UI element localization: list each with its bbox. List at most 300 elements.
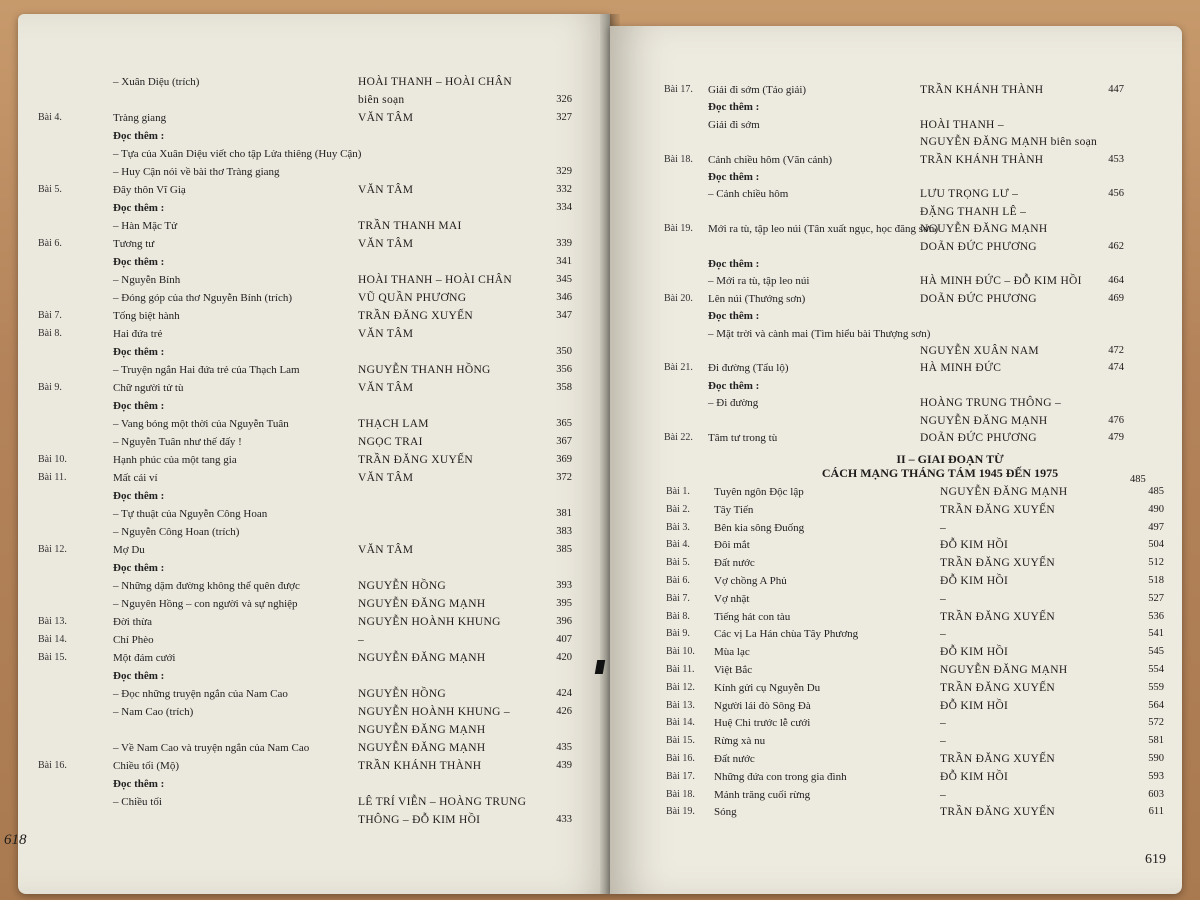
toc-lesson-label: Bài 14.: [38, 634, 67, 645]
toc-title: – Nguyễn Bính: [113, 274, 181, 286]
toc-page-number: 512: [1148, 557, 1164, 569]
toc-author: ĐỖ KIM HỒI: [940, 699, 1009, 712]
toc-title: Đôi mắt: [714, 539, 750, 552]
toc-title: Mất cái ví: [113, 472, 158, 484]
toc-title: – Truyện ngắn Hai đứa trẻ của Thạch Lam: [113, 364, 300, 376]
toc-row: [18, 634, 610, 652]
toc-title: Cảnh chiều hôm (Vãn cảnh): [708, 153, 833, 166]
toc-title: Đọc thêm :: [113, 562, 165, 574]
toc-row: [18, 220, 610, 238]
toc-row: [18, 112, 610, 130]
toc-title: Chiều tối (Mộ): [113, 760, 179, 772]
toc-row: [18, 292, 610, 310]
toc-author: LƯU TRỌNG LƯ –: [920, 188, 1019, 201]
toc-author: HÀ MINH ĐỨC: [920, 362, 1002, 375]
toc-row: [18, 310, 610, 328]
toc-lesson-label: Bài 19.: [666, 806, 695, 818]
toc-row: [610, 753, 1182, 771]
toc-lesson-label: Bài 4.: [666, 539, 690, 551]
toc-author: VĂN TÂM: [358, 184, 414, 196]
toc-lesson-label: Bài 10.: [38, 454, 67, 465]
toc-row: [610, 557, 1182, 575]
toc-title: Rừng xà nu: [714, 735, 766, 748]
toc-row: [610, 380, 1182, 398]
toc-title: Những đứa con trong gia đình: [714, 770, 847, 783]
toc-row: [18, 508, 610, 526]
toc-page-number: 334: [556, 202, 572, 213]
toc-page-number: 345: [556, 274, 572, 285]
toc-title: Một đám cưới: [113, 652, 176, 664]
toc-lesson-label: Bài 19.: [664, 223, 693, 235]
toc-title: Đi đường (Tẩu lộ): [708, 362, 789, 375]
toc-title: – Nguyễn Công Hoan (trích): [113, 526, 240, 538]
toc-row: [610, 593, 1182, 611]
toc-row: [610, 241, 1182, 259]
toc-title: Đọc thêm :: [113, 130, 165, 142]
toc-title: Đọc thêm :: [708, 310, 760, 323]
toc-lesson-label: Bài 13.: [666, 699, 695, 711]
toc-title: Các vị La Hán chùa Tây Phương: [714, 628, 859, 641]
toc-page-number: 447: [1108, 84, 1124, 95]
toc-row: [18, 562, 610, 580]
toc-lesson-label: Bài 9.: [38, 382, 62, 393]
toc-row: [610, 84, 1182, 102]
toc-lesson-label: Bài 1.: [666, 486, 690, 497]
toc-title: Đọc thêm :: [113, 778, 165, 790]
toc-title: – Đóng góp của thơ Nguyễn Bính (trích): [113, 292, 293, 304]
toc-author: NGUYỄN ĐĂNG MẠNH: [358, 652, 486, 664]
toc-page-number: 456: [1108, 188, 1124, 200]
toc-row: [18, 382, 610, 400]
toc-author: NGUYỄN ĐĂNG MẠNH: [358, 724, 486, 736]
toc-author: DOÃN ĐỨC PHƯƠNG: [920, 240, 1037, 253]
toc-row: [18, 346, 610, 364]
toc-page-number: 396: [556, 616, 572, 627]
toc-page-number: 559: [1148, 681, 1164, 693]
toc-page-number: 369: [556, 454, 572, 465]
toc-page-number: 372: [556, 472, 572, 483]
toc-lesson-label: Bài 8.: [38, 328, 62, 339]
toc-page-number: 497: [1148, 521, 1164, 533]
toc-author: HOÀI THANH – HOÀI CHÂN: [358, 274, 512, 286]
toc-lesson-label: Bài 13.: [38, 616, 67, 627]
toc-title: – Vang bóng một thời của Nguyễn Tuân: [113, 418, 289, 430]
toc-row: [18, 544, 610, 562]
toc-row: [610, 206, 1182, 224]
toc-author: HOÀNG TRUNG THÔNG –: [920, 397, 1062, 410]
toc-author: NGUYỄN ĐĂNG MẠNH: [940, 664, 1068, 676]
toc-lesson-label: Bài 9.: [666, 628, 690, 640]
toc-page-number: 536: [1148, 610, 1164, 622]
toc-author: NGUYỄN ĐĂNG MẠNH: [358, 742, 486, 754]
toc-title: – Nguyên Hồng – con người và sự nghiệp: [113, 598, 298, 610]
toc-title: – Đi đường: [708, 397, 759, 410]
toc-row: [610, 258, 1182, 276]
toc-row: [18, 148, 610, 166]
toc-author: NGUYỄN HOÀNH KHUNG –: [358, 706, 510, 718]
left-page-number: 618: [4, 832, 27, 848]
toc-page-number: 490: [1148, 503, 1164, 515]
toc-row: [18, 490, 610, 508]
toc-row: [610, 789, 1182, 807]
toc-title: – Huy Cận nói về bài thơ Tràng giang: [113, 166, 280, 178]
toc-title: Đất nước: [714, 753, 755, 765]
toc-author: –: [940, 735, 947, 748]
toc-title: Mợ Du: [113, 544, 145, 556]
toc-author: TRẦN THANH MAI: [358, 220, 462, 232]
toc-page-number: 541: [1148, 628, 1164, 640]
toc-row: [610, 432, 1182, 450]
toc-row: [18, 472, 610, 490]
toc-page-number: 356: [556, 364, 572, 375]
toc-row: [610, 293, 1182, 311]
toc-title: Sóng: [714, 806, 737, 819]
toc-author: HOÀI THANH – HOÀI CHÂN: [358, 76, 512, 88]
toc-row: [610, 119, 1182, 137]
toc-title: Đọc thêm :: [113, 256, 165, 268]
toc-title: – Tựa của Xuân Diệu viết cho tập Lửa thiêng (Huy Cận): [113, 148, 362, 160]
toc-author: TRẦN KHÁNH THÀNH: [358, 760, 482, 772]
toc-page-number: 545: [1148, 646, 1164, 658]
toc-lesson-label: Bài 2.: [666, 503, 690, 515]
toc-author: TRẦN ĐĂNG XUYẾN: [358, 310, 474, 322]
toc-title: Đọc thêm :: [113, 346, 165, 358]
toc-page-number: 339: [556, 238, 572, 249]
toc-lesson-label: Bài 22.: [664, 432, 693, 443]
toc-row: [610, 415, 1182, 433]
toc-title: Đọc thêm :: [708, 171, 760, 183]
toc-author: VĂN TÂM: [358, 382, 414, 394]
section-heading-line-2: CÁCH MẠNG THÁNG TÁM 1945 ĐẾN 1975: [821, 466, 1059, 480]
toc-title: – Hàn Mặc Tử: [113, 220, 178, 232]
toc-author: VĂN TÂM: [358, 544, 414, 556]
toc-page-number: 462: [1108, 240, 1124, 252]
toc-row: [18, 796, 610, 814]
toc-author: TRẦN ĐĂNG XUYẾN: [940, 806, 1056, 819]
toc-author: ĐỖ KIM HỒI: [940, 646, 1009, 659]
toc-row: [610, 101, 1182, 119]
toc-lesson-label: Bài 12.: [38, 544, 67, 555]
toc-row: [18, 760, 610, 778]
toc-page-number: 464: [1108, 275, 1124, 287]
section-page: 485: [1130, 474, 1146, 485]
toc-row: [610, 522, 1182, 540]
toc-row: [610, 310, 1182, 328]
toc-author: NGUYỄN HOÀNH KHUNG: [358, 616, 501, 628]
toc-row: [610, 539, 1182, 557]
toc-page-number: 367: [556, 436, 572, 447]
toc-page-number: 439: [556, 760, 572, 771]
toc-row: [610, 362, 1182, 380]
toc-title: Mới ra tù, tập leo núi (Tân xuất ngục, học đăng sơn): [708, 223, 939, 236]
toc-row: [18, 436, 610, 454]
toc-row: [18, 238, 610, 256]
toc-author: DOÃN ĐỨC PHƯƠNG: [920, 432, 1037, 444]
toc-author: TRẦN ĐĂNG XUYẾN: [940, 610, 1056, 623]
toc-title: Đời thừa: [113, 616, 152, 628]
toc-row: [610, 171, 1182, 189]
toc-page-number: 476: [1108, 414, 1124, 426]
toc-author: HÀ MINH ĐỨC – ĐỖ KIM HỒI: [920, 275, 1082, 288]
toc-author: HOÀI THANH –: [920, 118, 1004, 131]
toc-page-number: 593: [1148, 770, 1164, 782]
toc-row: [18, 670, 610, 688]
toc-row: [18, 418, 610, 436]
toc-row: [18, 706, 610, 724]
toc-author: –: [940, 628, 947, 641]
toc-page-number: 518: [1148, 575, 1164, 586]
toc-author: VĂN TÂM: [358, 238, 414, 250]
toc-page-number: 426: [556, 706, 572, 717]
toc-row: [18, 76, 610, 94]
toc-row: [18, 184, 610, 202]
toc-row: [18, 526, 610, 544]
toc-page-number: 603: [1148, 788, 1164, 800]
toc-author: VĂN TÂM: [358, 328, 414, 340]
right-page: [610, 26, 1182, 894]
section-heading-line-1: II – GIAI ĐOẠN TỪ: [896, 452, 1004, 466]
toc-title: Người lái đò Sông Đà: [714, 699, 811, 712]
toc-page-number: 327: [556, 112, 572, 123]
toc-title: Hạnh phúc của một tang gia: [113, 454, 237, 466]
toc-row: [610, 628, 1182, 646]
toc-lesson-label: Bài 21.: [664, 362, 693, 374]
toc-title: Việt Bắc: [714, 664, 753, 676]
toc-author: NGUYỄN ĐĂNG MẠNH: [920, 414, 1048, 427]
toc-lesson-label: Bài 5.: [666, 557, 690, 569]
toc-author: VĂN TÂM: [358, 472, 414, 484]
toc-author: VŨ QUẦN PHƯƠNG: [358, 292, 467, 304]
toc-author: TRẦN KHÁNH THÀNH: [920, 153, 1044, 166]
toc-page-number: 393: [556, 580, 572, 591]
toc-row: [18, 580, 610, 598]
toc-page-number: 485: [1148, 486, 1164, 497]
toc-lesson-label: Bài 10.: [666, 646, 695, 658]
toc-title: – Cảnh chiều hôm: [708, 188, 789, 201]
toc-row: [18, 130, 610, 148]
toc-page-number: 365: [556, 418, 572, 429]
toc-author: –: [940, 521, 947, 534]
toc-lesson-label: Bài 16.: [666, 753, 695, 764]
toc-page-number: 358: [556, 382, 572, 393]
toc-lesson-label: Bài 15.: [666, 735, 695, 747]
toc-row: [18, 274, 610, 292]
toc-row: [610, 397, 1182, 415]
toc-author: –: [940, 788, 947, 801]
toc-lesson-label: Bài 20.: [664, 292, 693, 304]
toc-title: Giải đi sớm: [708, 118, 760, 131]
right-page-number: 619: [1145, 852, 1166, 867]
toc-page-number: 554: [1148, 664, 1164, 675]
toc-author: –: [940, 717, 947, 730]
toc-title: Giải đi sớm (Tảo giải): [708, 84, 807, 96]
toc-title: Tống biệt hành: [113, 310, 180, 322]
toc-title: – Những dặm đường không thể quên được: [113, 580, 300, 592]
toc-row: [18, 688, 610, 706]
toc-author: TRẦN KHÁNH THÀNH: [920, 84, 1044, 96]
toc-page-number: 383: [556, 526, 572, 537]
toc-title: Vợ chồng A Phủ: [714, 575, 787, 587]
toc-row: [18, 814, 610, 832]
toc-row: [610, 188, 1182, 206]
toc-row: [610, 717, 1182, 735]
toc-row: [18, 652, 610, 670]
toc-row: [610, 806, 1182, 824]
toc-lesson-label: Bài 3.: [666, 521, 690, 533]
toc-title: – Đọc những truyện ngắn của Nam Cao: [113, 688, 288, 700]
toc-author: ĐỖ KIM HỒI: [940, 770, 1009, 783]
toc-title: Đọc thêm :: [708, 258, 760, 270]
toc-lesson-label: Bài 4.: [38, 112, 62, 123]
toc-title: Tràng giang: [113, 112, 167, 124]
toc-page-number: 527: [1148, 592, 1164, 604]
toc-title: Đọc thêm :: [113, 202, 165, 214]
toc-title: – Xuân Diệu (trích): [113, 76, 200, 88]
toc-author: NGUYỄN ĐĂNG MẠNH: [358, 598, 486, 610]
toc-row: [610, 328, 1182, 346]
toc-page-number: 611: [1148, 806, 1164, 818]
toc-title: Đọc thêm :: [708, 101, 760, 114]
toc-title: – Tự thuật của Nguyễn Công Hoan: [113, 508, 268, 520]
toc-row: [610, 504, 1182, 522]
toc-page-number: 350: [556, 346, 572, 357]
toc-page-number: 581: [1148, 735, 1164, 747]
toc-row: [18, 724, 610, 742]
toc-page-number: 590: [1148, 753, 1164, 764]
toc-row: [18, 742, 610, 760]
toc-author: NGUYỄN ĐĂNG MẠNH: [920, 223, 1048, 236]
toc-lesson-label: Bài 17.: [664, 84, 693, 95]
toc-lesson-label: Bài 11.: [38, 472, 67, 483]
toc-lesson-label: Bài 18.: [666, 788, 695, 800]
toc-title: – Nam Cao (trích): [113, 706, 194, 718]
toc-title: Tiếng hát con tàu: [714, 610, 791, 623]
toc-lesson-label: Bài 17.: [666, 770, 695, 782]
toc-author: NGUYỄN XUÂN NAM: [920, 345, 1039, 357]
toc-page-number: 572: [1148, 717, 1164, 729]
toc-row: [18, 616, 610, 634]
toc-title: – Chiều tối: [113, 796, 162, 808]
toc-row: [18, 328, 610, 346]
toc-row: [610, 154, 1182, 172]
toc-title: – Về Nam Cao và truyện ngắn của Nam Cao: [113, 742, 310, 754]
toc-author: ĐẶNG THANH LÊ –: [920, 205, 1027, 218]
toc-author: ĐỖ KIM HỒI: [940, 575, 1009, 587]
toc-page-number: 329: [556, 166, 572, 177]
toc-row: [18, 94, 610, 112]
toc-title: Mùa lạc: [714, 646, 750, 659]
toc-title: Đọc thêm :: [113, 670, 165, 682]
toc-lesson-label: Bài 18.: [664, 153, 693, 165]
toc-lesson-label: Bài 15.: [38, 652, 67, 663]
toc-lesson-label: Bài 11.: [666, 664, 695, 675]
toc-title: Hai đứa trẻ: [113, 328, 163, 340]
toc-author: TRẦN ĐĂNG XUYẾN: [358, 454, 474, 466]
toc-page-number: 453: [1108, 153, 1124, 165]
toc-title: Mảnh trăng cuối rừng: [714, 788, 811, 801]
toc-row: [610, 345, 1182, 363]
toc-lesson-label: Bài 5.: [38, 184, 62, 195]
toc-author: NGỌC TRAI: [358, 436, 423, 448]
toc-lesson-label: Bài 7.: [38, 310, 62, 321]
toc-page-number: 479: [1108, 432, 1124, 443]
toc-row: [610, 486, 1182, 504]
toc-page-number: 381: [556, 508, 572, 519]
toc-row: [18, 256, 610, 274]
toc-title: Tuyên ngôn Độc lập: [714, 486, 804, 498]
left-page: [4, 14, 610, 894]
toc-title: Đất nước: [714, 557, 755, 570]
toc-lesson-label: Bài 14.: [666, 717, 695, 729]
toc-page-number: 433: [556, 814, 572, 825]
toc-page-number: 385: [556, 544, 572, 555]
toc-title: Kính gửi cụ Nguyễn Du: [714, 681, 821, 694]
toc-row: [610, 735, 1182, 753]
toc-author: TRẦN ĐĂNG XUYẾN: [940, 753, 1056, 765]
toc-author: biên soạn: [358, 94, 405, 106]
toc-title: – Nguyễn Tuân như thế đấy !: [113, 436, 242, 448]
toc-author: LÊ TRÍ VIỄN – HOÀNG TRUNG: [358, 796, 527, 808]
toc-title: Tâm tư trong tù: [708, 432, 778, 444]
toc-title: – Mới ra tù, tập leo núi: [708, 275, 810, 288]
toc-lesson-label: Bài 12.: [666, 681, 695, 693]
toc-page-number: 341: [556, 256, 572, 267]
toc-page-number: 395: [556, 598, 572, 609]
toc-row: [18, 598, 610, 616]
left-toc: [18, 14, 610, 894]
toc-author: TRẦN ĐĂNG XUYẾN: [940, 503, 1056, 516]
toc-page-number: 564: [1148, 699, 1164, 711]
toc-author: THÔNG – ĐỖ KIM HỒI: [358, 814, 481, 826]
toc-row: [18, 202, 610, 220]
toc-row: [18, 454, 610, 472]
toc-author: –: [940, 592, 947, 605]
toc-page-number: 469: [1108, 292, 1124, 304]
toc-page-number: 504: [1148, 539, 1164, 551]
toc-author: NGUYỄN ĐĂNG MẠNH biên soạn: [920, 136, 1098, 149]
toc-author: NGUYỄN ĐĂNG MẠNH: [940, 486, 1068, 498]
toc-title: Tây Tiến: [714, 503, 754, 516]
toc-title: Vợ nhặt: [714, 592, 750, 605]
toc-lesson-label: Bài 7.: [666, 592, 690, 604]
toc-row: [610, 664, 1182, 682]
toc-page-number: 420: [556, 652, 572, 663]
toc-author: VĂN TÂM: [358, 112, 414, 124]
toc-page-number: 424: [556, 688, 572, 699]
toc-row: [610, 275, 1182, 293]
toc-title: – Mặt trời và cành mai (Tìm hiểu bài Thượng sơn): [708, 327, 931, 340]
toc-title: Chí Phèo: [113, 634, 154, 646]
toc-title: Lên núi (Thướng sơn): [708, 292, 806, 305]
toc-row: [610, 700, 1182, 718]
toc-author: –: [358, 634, 365, 646]
toc-page-number: 326: [556, 94, 572, 105]
toc-page-number: 474: [1108, 362, 1124, 374]
toc-page-number: 346: [556, 292, 572, 303]
toc-author: THẠCH LAM: [358, 418, 429, 430]
toc-row: [18, 778, 610, 796]
toc-lesson-label: Bài 6.: [666, 575, 690, 586]
toc-row: [610, 611, 1182, 629]
toc-row: [610, 771, 1182, 789]
toc-row: [610, 682, 1182, 700]
toc-author: NGUYỄN HỒNG: [358, 688, 446, 700]
toc-row: [18, 400, 610, 418]
toc-lesson-label: Bài 6.: [38, 238, 62, 249]
toc-lesson-label: Bài 8.: [666, 610, 690, 622]
toc-title: Đọc thêm :: [113, 490, 165, 502]
toc-title: Đọc thêm :: [708, 379, 760, 392]
